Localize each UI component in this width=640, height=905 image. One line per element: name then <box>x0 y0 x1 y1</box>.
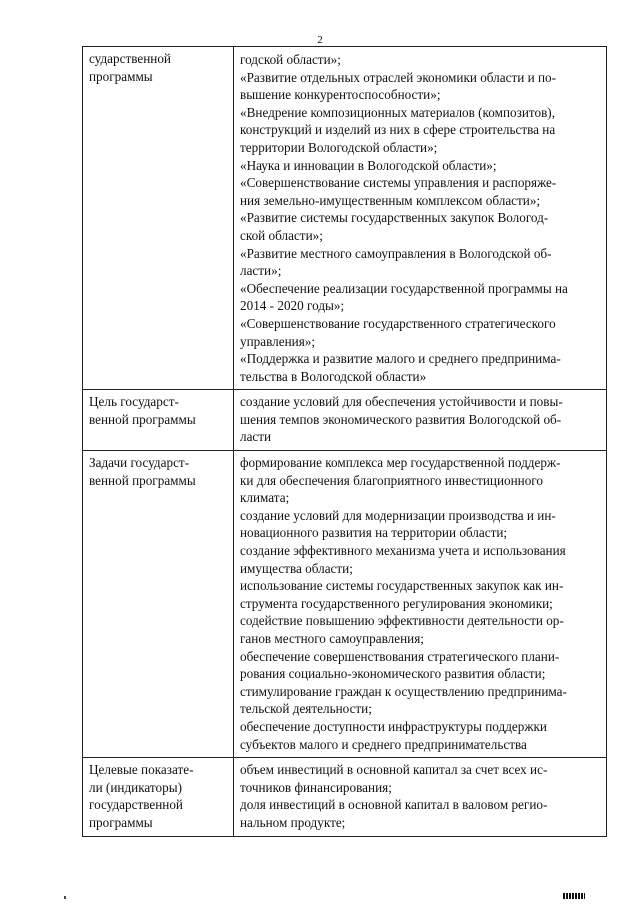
row-content-line: «Совершенствование системы управления и распоряже- <box>240 175 557 191</box>
row-content-line: территории Вологодской области»; <box>240 139 438 155</box>
row-content-line: обеспечение доступности инфраструктуры поддержки <box>240 718 547 734</box>
row-content-line: тельской деятельности; <box>240 701 372 717</box>
row-content-line: ганов местного самоуправления; <box>240 631 424 646</box>
barcode-mark <box>563 893 585 899</box>
row-content-line: вышение конкурентоспособности»; <box>240 87 441 103</box>
row-label-line: ли (индикаторы) <box>89 779 182 795</box>
row-content-line: управления»; <box>240 333 316 349</box>
row-content-line: «Внедрение композиционных материалов (композитов), <box>240 104 555 120</box>
row-content-line: нальном продукте; <box>240 814 346 830</box>
row-content-line: тельства в Вологодской области» <box>240 368 427 384</box>
row-content-line: конструкций и изделий из них в сфере строительства на <box>240 122 556 138</box>
table-row <box>83 758 607 836</box>
table-row <box>83 47 607 390</box>
row-content-line: ласти <box>240 429 272 445</box>
row-content-line: имущества области; <box>240 560 353 576</box>
row-content-line: субъектов малого и среднего предпринимательства <box>240 736 527 752</box>
row-content-line: содействие повышению эффективности деятельности ор- <box>240 613 564 629</box>
row-content-line: ской области»; <box>240 227 323 243</box>
scan-artifact-dot <box>64 896 66 899</box>
program-passport-table <box>82 46 607 837</box>
row-content-cell <box>234 758 607 836</box>
row-label-cell <box>83 451 234 758</box>
row-content-line: новационного развития на территории области; <box>240 525 508 541</box>
row-label-cell <box>83 47 234 390</box>
row-content-line: точников финансирования; <box>240 779 392 795</box>
row-content-line: годской области»; <box>240 52 341 67</box>
row-label-cell <box>83 390 234 451</box>
row-content-line: «Наука и инновации в Вологодской области»; <box>240 157 497 173</box>
row-content-line: «Развитие местного самоуправления в Вологодской об- <box>240 245 552 261</box>
row-content-line: «Обеспечение реализации государственной программы на <box>240 280 568 296</box>
table-body <box>83 47 607 837</box>
row-content-line: струмента государственного регулирования экономики; <box>240 595 553 611</box>
row-content-line: создание условий для обеспечения устойчивости и повы- <box>240 394 563 410</box>
row-content-line: климата; <box>240 490 290 506</box>
row-content-line: доля инвестиций в основной капитал в валовом регио- <box>240 797 548 813</box>
row-content-cell <box>234 390 607 451</box>
row-label-line: сударственной <box>89 51 171 66</box>
row-content-line: «Развитие отдельных отраслей экономики области и по- <box>240 69 556 85</box>
table-row <box>83 390 607 451</box>
row-content-line: объем инвестиций в основной капитал за счет всех ис- <box>240 762 548 778</box>
row-label-cell <box>83 758 234 836</box>
page-number: 2 <box>317 34 323 46</box>
row-label-line: венной программы <box>89 472 196 488</box>
row-content-line: формирование комплекса мер государственной поддерж- <box>240 455 561 471</box>
row-label-line: государственной <box>89 797 183 813</box>
row-content-cell <box>234 451 607 758</box>
row-content-line: стимулирование граждан к осуществлению предпринима- <box>240 683 567 699</box>
row-content-line: «Развитие системы государственных закупок Вологод- <box>240 210 549 226</box>
row-content-line: ласти»; <box>240 263 282 279</box>
row-content-line: использование системы государственных закупок как ин- <box>240 578 564 594</box>
row-label-line: Целевые показате- <box>89 762 194 778</box>
row-label-line: программы <box>89 814 153 830</box>
row-content-line: создание условий для модернизации производства и ин- <box>240 507 556 523</box>
table-row <box>83 451 607 758</box>
row-content-cell <box>234 47 607 390</box>
row-content-line: ки для обеспечения благоприятного инвестиционного <box>240 472 543 488</box>
row-content-line: рования социально-экономического развития области; <box>240 666 546 682</box>
row-content-line: 2014 - 2020 годы»; <box>240 298 345 314</box>
row-content-line: «Поддержка и развитие малого и среднего предпринима- <box>240 351 561 367</box>
row-content-line: ния земельно-имущественным комплексом области»; <box>240 192 541 208</box>
row-content-line: создание эффективного механизма учета и использования <box>240 543 566 559</box>
row-label-line: Цель государст- <box>89 394 179 410</box>
row-label-line: программы <box>89 68 153 84</box>
row-label-line: Задачи государст- <box>89 455 190 471</box>
row-content-line: шения темпов экономического развития Вологодской об- <box>240 411 562 427</box>
row-content-line: обеспечение совершенствования стратегического плани- <box>240 648 560 664</box>
row-content-line: «Совершенствование государственного стратегического <box>240 315 556 331</box>
row-label-line: венной программы <box>89 411 196 427</box>
